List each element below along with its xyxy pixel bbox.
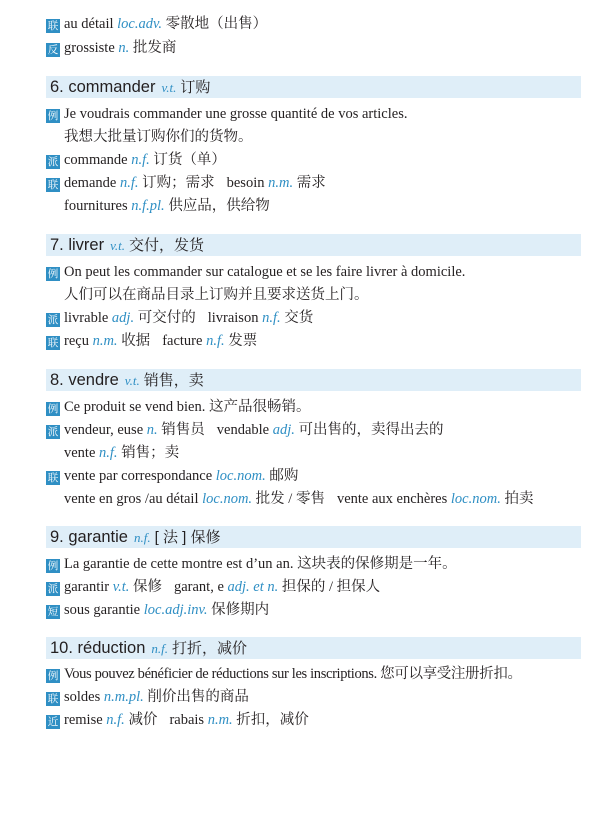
example-line — [46, 103, 597, 125]
word: vendeur, euse — [64, 422, 144, 438]
pos-label: n.f. — [151, 641, 169, 656]
pos-label: n.m. — [207, 712, 233, 728]
li-tag: 例 — [47, 110, 59, 122]
headword: 7. livrer — [50, 236, 105, 254]
lian-tag: 联 — [47, 179, 59, 191]
word: sous garantie — [64, 602, 141, 618]
li-tag: 例 — [47, 670, 59, 682]
entry-line — [46, 419, 597, 441]
pos-label: loc.nom. — [215, 468, 266, 484]
pos-label: v.t. — [112, 579, 130, 595]
word: garantir — [64, 579, 110, 595]
word: facture — [162, 333, 203, 349]
translation: 邮购 — [269, 468, 299, 484]
headword: 8. vendre — [50, 371, 119, 389]
entry-line — [46, 599, 597, 621]
li-tag: 例 — [47, 560, 59, 572]
pos-label: n.m. — [268, 175, 294, 191]
entry-line — [46, 330, 597, 352]
entry-heading — [46, 369, 581, 391]
pos-label: n. — [118, 40, 130, 56]
translation: 交货 — [284, 310, 314, 326]
entry-line — [46, 37, 597, 59]
pos-label: loc.adj.inv. — [143, 602, 208, 618]
word: rabais — [169, 712, 205, 728]
pos-label: v.t. — [124, 373, 140, 388]
word: reçu — [64, 333, 89, 349]
translation: 需求 — [296, 175, 326, 191]
example-line — [46, 396, 597, 418]
word: vente aux enchères — [336, 491, 448, 507]
word: livraison — [207, 310, 259, 326]
entry-heading — [46, 637, 581, 659]
entry-line — [46, 149, 597, 171]
entry-heading — [46, 234, 581, 256]
translation: 削价出售的商品 — [147, 689, 249, 705]
translation: 零散地（出售） — [165, 16, 268, 32]
li-tag: 例 — [47, 268, 59, 280]
word: demande — [64, 175, 117, 191]
translation: 折扣，减价 — [236, 712, 309, 728]
example-cn: 这产品很畅销。 — [208, 399, 311, 415]
word: livrable — [64, 310, 109, 326]
heading-translation: 打折，减价 — [172, 640, 248, 657]
heading-translation: 订购 — [180, 79, 211, 96]
pos-label: v.t. — [110, 238, 126, 253]
word: commande — [64, 152, 128, 168]
entry-line — [46, 576, 597, 598]
word: fournitures — [64, 198, 128, 214]
pos-label: n.m.pl. — [103, 689, 144, 705]
translation: 拍卖 — [504, 491, 534, 507]
word: vente par correspondance — [64, 468, 213, 484]
word: garant, e — [173, 579, 224, 595]
pos-label: n.m. — [92, 333, 118, 349]
entry-line — [46, 13, 597, 35]
example-fr: Vous pouvez bénéficier de réductions sur les inscriptions. — [64, 666, 377, 682]
entry-line — [64, 488, 597, 510]
pos-label: n.f. — [106, 712, 125, 728]
fan-tag: 反 — [47, 44, 59, 56]
word: grossiste — [64, 40, 115, 56]
pos-label: adj. — [272, 422, 295, 438]
example-translation: 人们可以在商品目录上订购并且要求送货上门。 — [64, 287, 369, 303]
entry-line — [46, 307, 597, 329]
translation: 发票 — [228, 333, 258, 349]
example-line — [46, 663, 597, 685]
word: soldes — [64, 689, 101, 705]
pos-label: loc.adv. — [117, 16, 162, 32]
pos-label: v.t. — [161, 80, 177, 95]
pai-tag: 派 — [47, 314, 59, 326]
word: au détail — [64, 16, 114, 32]
headword: 10. réduction — [50, 639, 146, 657]
entry-line — [46, 465, 597, 487]
example-fr: La garantie de cette montre est d’un an. — [64, 556, 294, 572]
example-fr: Je voudrais commander une grosse quantité de vos articles. — [64, 106, 408, 122]
li-tag: 例 — [47, 403, 59, 415]
translation: 批发 / 零售 — [255, 491, 325, 507]
translation: 批发商 — [132, 40, 177, 56]
translation: 可出售的，卖得出去的 — [298, 422, 444, 438]
entry-heading — [46, 526, 581, 548]
pai-tag: 派 — [47, 426, 59, 438]
pos-label: n.f. — [99, 445, 118, 461]
heading-translation: 交付，发货 — [129, 237, 205, 254]
duan-tag: 短 — [47, 606, 59, 618]
translation: 收据 — [121, 333, 151, 349]
pos-label: n.f. — [133, 530, 151, 545]
pos-label: n.f. — [131, 152, 150, 168]
pos-label: adj. — [111, 310, 135, 326]
translation: 减价 — [128, 712, 158, 728]
example-fr: On peut les commander sur catalogue et se les faire livrer à domicile. — [64, 264, 466, 280]
word: besoin — [226, 175, 265, 191]
pos-label: n.f. — [262, 310, 281, 326]
lian-tag: 联 — [47, 337, 59, 349]
lian-tag: 联 — [47, 693, 59, 705]
example-fr: Ce produit se vend bien. — [64, 399, 206, 415]
pos-label: n. — [146, 422, 158, 438]
translation: 销售；卖 — [121, 445, 180, 461]
word: vendable — [216, 422, 270, 438]
translation: 可交付的 — [137, 310, 196, 326]
pos-label: n.f. — [119, 175, 139, 191]
translation: 订购；需求 — [142, 175, 215, 191]
pos-label: n.f. — [206, 333, 225, 349]
lian-tag: 联 — [47, 472, 59, 484]
translation: 供应品，供给物 — [168, 198, 270, 214]
example-cn: 您可以享受注册折扣。 — [380, 666, 522, 682]
entry-line — [64, 195, 597, 217]
translation: 销售员 — [161, 422, 205, 438]
entry-line — [46, 686, 597, 708]
word: remise — [64, 712, 103, 728]
example-translation: 我想大批量订购你们的货物。 — [64, 129, 253, 145]
pos-label: n.f.pl. — [131, 198, 165, 214]
translation: 担保的 / 担保人 — [281, 579, 381, 595]
translation: 保修 — [132, 579, 162, 595]
heading-translation: 销售，卖 — [143, 372, 204, 389]
pai-tag: 派 — [47, 156, 59, 168]
entry-heading — [46, 76, 581, 98]
headword: 9. garantie — [50, 528, 128, 546]
headword: 6. commander — [50, 78, 156, 96]
entry-line — [64, 442, 597, 464]
pos-label: loc.nom. — [450, 491, 501, 507]
word: vente — [64, 445, 96, 461]
example-line — [46, 261, 597, 283]
pai-tag: 派 — [47, 583, 59, 595]
pos-label: adj. et n. — [227, 579, 279, 595]
translation: 订货（单） — [153, 152, 226, 168]
entry-line — [46, 709, 597, 731]
translation: 保修期内 — [211, 602, 270, 618]
word: vente en gros /au détail — [64, 491, 199, 507]
jin-tag: 近 — [47, 716, 59, 728]
heading-translation: [ 法 ] 保修 — [154, 529, 221, 546]
example-line — [46, 553, 597, 575]
lian-tag: 联 — [47, 20, 59, 32]
pos-label: loc.nom. — [202, 491, 253, 507]
entry-line — [46, 172, 597, 194]
example-cn: 这块表的保修期是一年。 — [297, 556, 457, 572]
